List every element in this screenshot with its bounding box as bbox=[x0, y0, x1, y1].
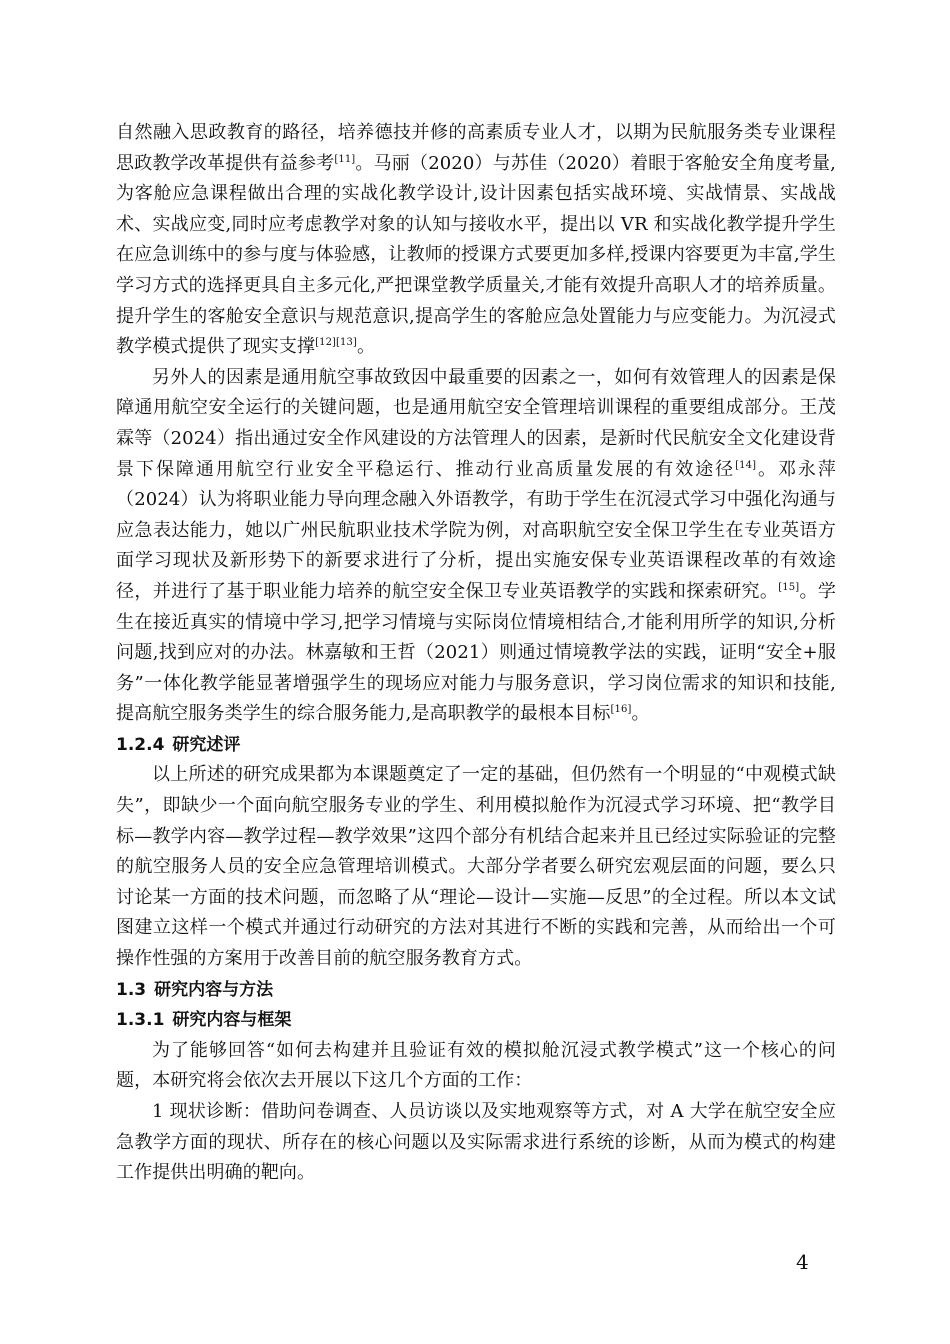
paragraph-human-factors bbox=[116, 363, 836, 730]
section-title: 研究内容与方法 bbox=[154, 979, 274, 1000]
section-heading-1-3-1 bbox=[116, 1005, 836, 1036]
paragraph-research-intro: 为了能够回答“如何去构建并且验证有效的模拟舱沉浸式教学模式”这一个核心的问题，本研究将会依次去开展以下这几个方面的工作： bbox=[116, 1039, 836, 1092]
section-title: 研究内容与框架 bbox=[172, 1010, 292, 1031]
paragraph-text: 。马丽（2020）与苏佳（2020）着眼于客舱安全角度考量,为客舱应急课程做出合理的实战化教学设计,设计因素包括实战环境、实战情景、实战战术、实战应变,同时应考虑教学对象的认知与接收水平，提出以 VR 和实战化教学提升学生在应急训练中的参与度与体验感，让教师的授课方式要更加多样,授课内容要更为丰富,学生学习方式的选择更具自主多元化,严把课堂教学质量关,才能有效提升高职人才的培养质量。提升学生的客舱安全意识与规范意识,提高学生的客舱应急处置能力与应变能力。为沉浸式教学模式提供了现实支撑 bbox=[116, 152, 836, 358]
section-heading-1-3 bbox=[116, 975, 836, 1006]
citation: [12][13] bbox=[315, 337, 357, 349]
paragraph-text: 。学生在接近真实的情境中学习,把学习情境与实际岗位情境相结合,才能利用所学的知识,分析问题,找到应对的办法。林嘉敏和王哲（2021）则通过情境教学法的实践，证明“安全+服务”一体化教学能显著增强学生的现场应对能力与服务意识，学习岗位需求的知识和技能,提高航空服务类学生的综合服务能力,是高职教学的最根本目标 bbox=[116, 580, 836, 725]
paragraph-ideological-education bbox=[116, 118, 836, 363]
section-number: 1.2.4 bbox=[116, 734, 165, 755]
section-heading-1-2-4 bbox=[116, 730, 836, 761]
section-title: 研究述评 bbox=[172, 734, 241, 755]
citation: [11] bbox=[334, 153, 356, 165]
paragraph-text: 。 bbox=[356, 336, 376, 358]
section-number: 1.3 bbox=[116, 979, 147, 1000]
paragraph-text: 。 bbox=[631, 703, 650, 725]
page-number: 4 bbox=[796, 1250, 809, 1274]
citation: [14] bbox=[735, 459, 757, 471]
paragraph-text: 自然融入思政教育的路径，培养德技并修的高素质专业人才，以期为民航服务类专业课程思政教学改革提供有益参考 bbox=[116, 122, 836, 174]
paragraph-status-diagnosis: 1 现状诊断：借助问卷调查、人员访谈以及实地观察等方式，对 A 大学在航空安全应急教学方面的现状、所存在的核心问题以及实际需求进行系统的诊断，从而为模式的构建工作提供出明确的靶向。 bbox=[116, 1101, 836, 1184]
paragraph-research-review: 以上所述的研究成果都为本课题奠定了一定的基础，但仍然有一个明显的“中观模式缺失”，即缺少一个面向航空服务专业的学生、利用模拟舱作为沉浸式学习环境、把“教学目标—教学内容—教学过程—教学效果”这四个部分有机结合起来并且已经过实际验证的完整的航空服务人员的安全应急管理培训模式。大部分学者要么研究宏观层面的问题，要么只讨论某一方面的技术问题，而忽略了从“理论—设计—实施—反思”的全过程。所以本文试图建立这样一个模式并通过行动研究的方法对其进行不断的实践和完善，从而给出一个可操作性强的方案用于改善目前的航空服务教育方式。 bbox=[116, 764, 836, 970]
page-body bbox=[116, 118, 836, 1189]
citation: [16] bbox=[610, 704, 632, 716]
section-number: 1.3.1 bbox=[116, 1010, 165, 1031]
paragraph-text: 另外人的因素是通用航空事故致因中最重要的因素之一，如何有效管理人的因素是保障通用航空安全运行的关键问题，也是通用航空安全管理培训课程的重要组成部分。王茂霖等（2024）指出通过安全作风建设的方法管理人的因素，是新时代民航安全文化建设背景下保障通用航空行业安全平稳运行、推动行业高质量发展的有效途径 bbox=[116, 366, 836, 480]
paragraph-text: 。邓永萍（2024）认为将职业能力导向理念融入外语教学，有助于学生在沉浸式学习中强化沟通与应急表达能力，她以广州民航职业技术学院为例，对高职航空安全保卫学生在专业英语方面学习现状及新形势下的新要求进行了分析，提出实施安保专业英语课程改革的有效途径，并进行了基于职业能力培养的航空安全保卫专业英语教学的实践和探索研究。 bbox=[116, 458, 836, 602]
citation: [15] bbox=[778, 581, 800, 593]
